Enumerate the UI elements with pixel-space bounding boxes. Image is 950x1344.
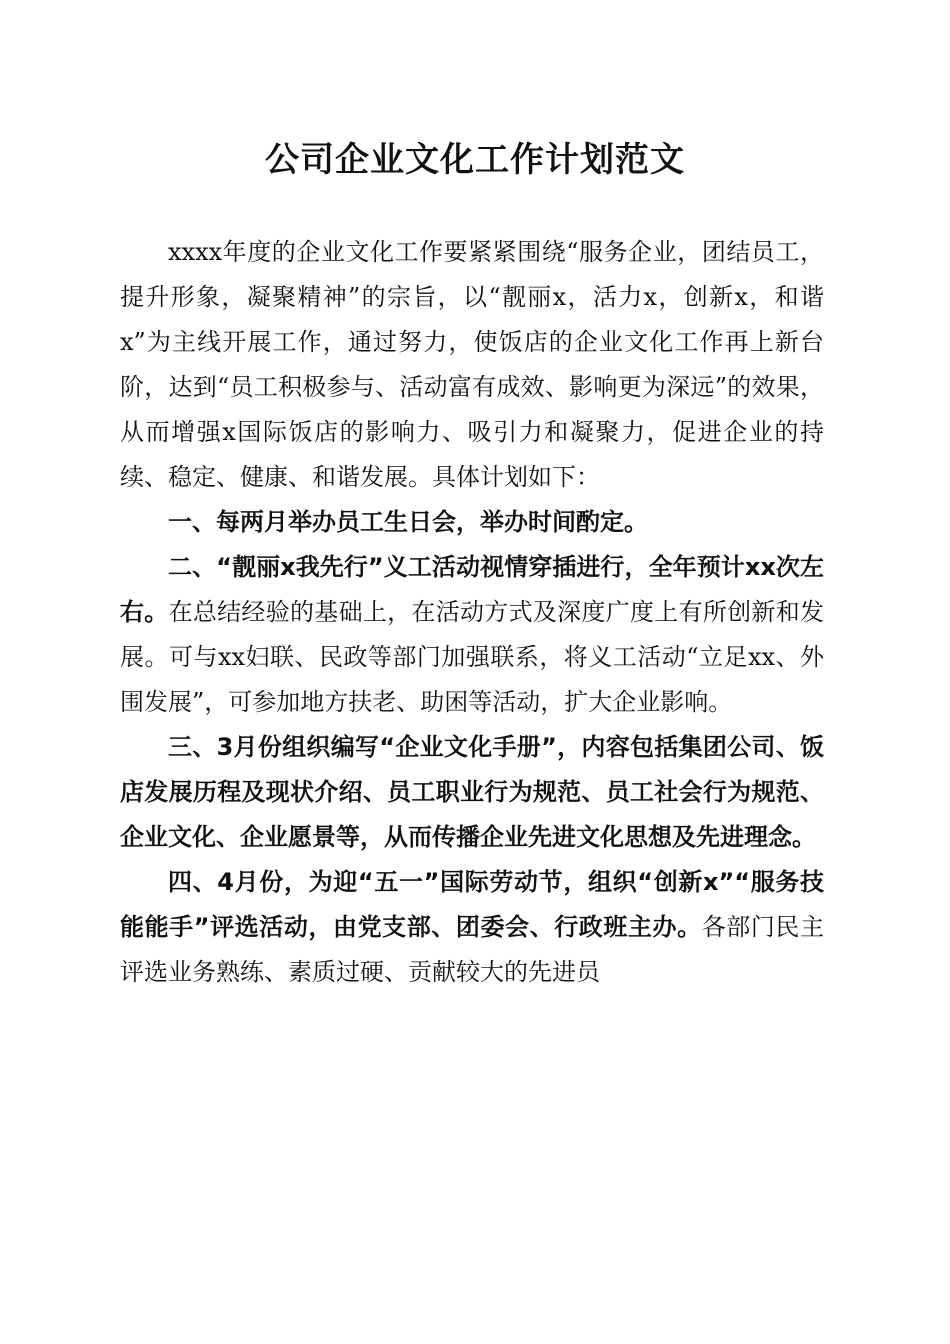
item-paragraph-4: [120, 860, 824, 995]
item-paragraph-3: [120, 725, 824, 860]
item-paragraph-1: [120, 500, 824, 545]
document-body: [120, 230, 824, 995]
item-3-lead: 三、3月份组织编写“企业文化手册”，内容包括集团公司、饭店发展历程及现状介绍、员工职业行为规范、员工社会行为规范、企业文化、企业愿景等，从而传播企业先进文化思想及先进理念。: [120, 733, 824, 851]
item-2-body: 在总结经验的基础上，在活动方式及深度广度上有所创新和发展。可与xx妇联、民政等部门加强联系，将义工活动“立足xx、外围发展”，可参加地方扶老、助困等活动，扩大企业影响。: [120, 598, 825, 716]
item-2-lead: 二、“靓丽x我先行”义工活动视情穿插进行，全年预计xx次左右。: [120, 553, 824, 626]
item-4-body: 各部门民主评选业务熟练、素质过硬、贡献较大的先进员: [120, 913, 825, 986]
item-1-lead: 一、每两月举办员工生日会，举办时间酌定。: [168, 508, 648, 536]
document-title: 公司企业文化工作计划范文: [265, 140, 685, 180]
intro-paragraph: xxxx年度的企业文化工作要紧紧围绕“服务企业，团结员工，提升形象，凝聚精神”的宗旨，以“靓丽x，活力x，创新x，和谐x”为主线开展工作，通过努力，使饭店的企业文化工作再上新台阶，达到“员工积极参与、活动富有成效、影响更为深远”的效果，从而增强x国际饭店的影响力、吸引力和凝聚力，促进企业的持续、稳定、健康、和谐发展。具体计划如下：: [120, 238, 824, 491]
item-paragraph-2: [120, 545, 824, 725]
item-4-lead: 四、4月份，为迎“五一”国际劳动节，组织“创新x”“服务技能能手”评选活动，由党支部、团委会、行政班主办。: [120, 868, 824, 941]
